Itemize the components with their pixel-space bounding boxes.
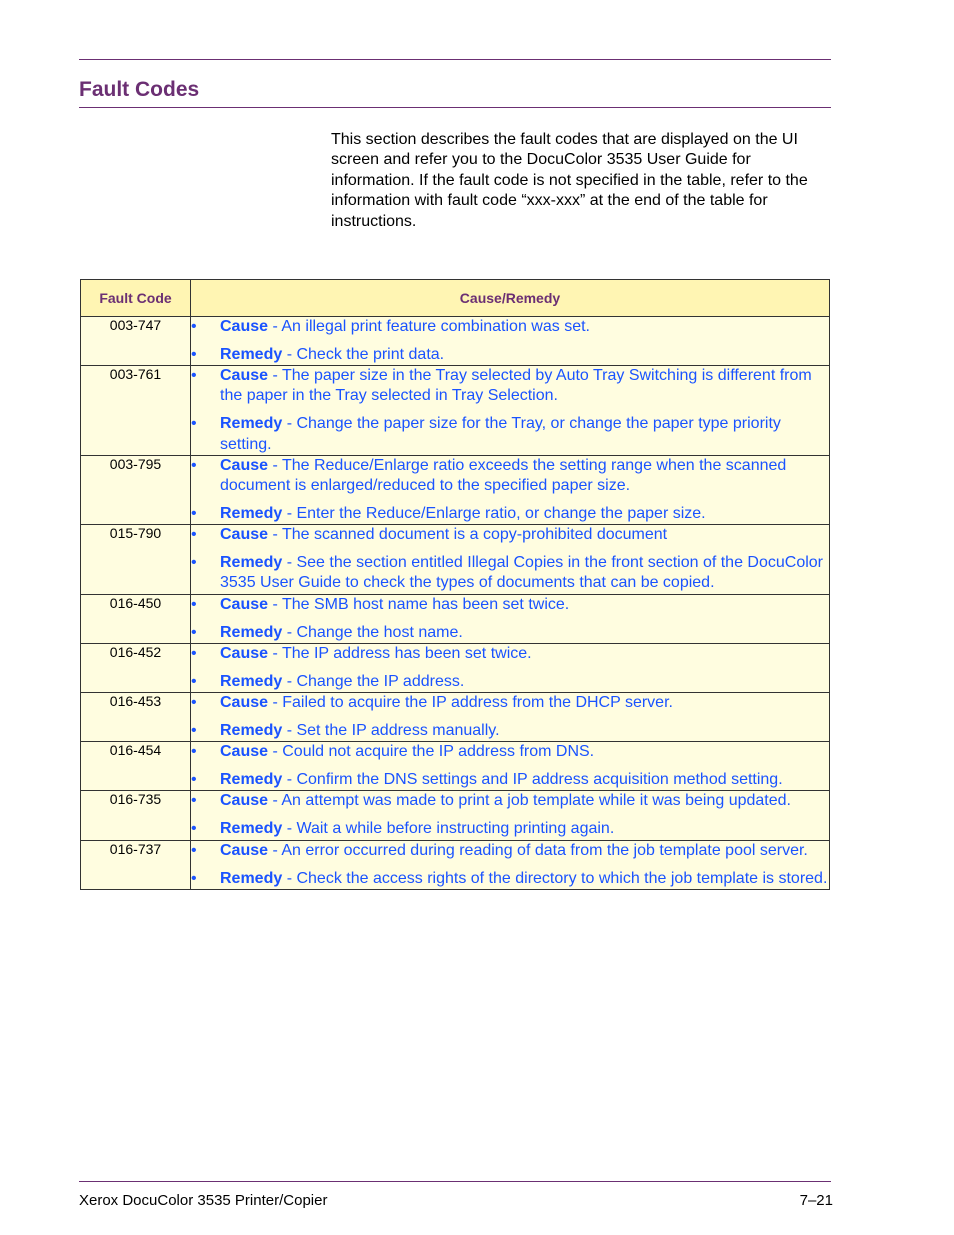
remedy-text: - Change the host name. [282, 623, 463, 641]
top-rule [79, 59, 831, 60]
remedy-item [191, 721, 829, 741]
cause-text: - An attempt was made to print a job template while it was being updated. [268, 792, 791, 810]
remedy-label: Remedy [220, 869, 283, 887]
bullet-icon: • [191, 869, 197, 887]
cause-item [191, 742, 829, 762]
cause-text: - The IP address has been set twice. [268, 644, 532, 662]
remedy-item [191, 623, 829, 643]
cause-label: Cause [220, 694, 269, 712]
table-row [81, 525, 830, 594]
fault-code-header: Fault Code [81, 280, 191, 317]
fault-code-cell: 016-454 [81, 742, 191, 791]
cause-remedy-cell [191, 742, 830, 791]
cause-item [191, 366, 829, 406]
cause-label: Cause [220, 841, 269, 859]
bullet-icon: • [191, 318, 197, 335]
cause-remedy-cell [191, 525, 830, 594]
remedy-item [191, 504, 829, 524]
cause-label: Cause [220, 456, 269, 474]
bullet-icon: • [191, 841, 197, 859]
bullet-icon: • [191, 346, 197, 363]
remedy-item [191, 672, 829, 692]
cause-remedy-cell [191, 455, 830, 524]
fault-code-cell: 016-453 [81, 693, 191, 742]
cause-remedy-cell [191, 317, 830, 366]
table-body [81, 317, 830, 890]
remedy-label: Remedy [220, 672, 283, 690]
remedy-text: - Change the paper size for the Tray, or change the paper type priority setting. [220, 415, 781, 453]
fault-code-cell: 003-747 [81, 317, 191, 366]
remedy-text: - Confirm the DNS settings and IP address acquisition method setting. [282, 771, 783, 789]
cause-item [191, 456, 829, 496]
fault-code-cell: 003-761 [81, 366, 191, 456]
remedy-label: Remedy [220, 771, 283, 789]
table-row [81, 742, 830, 791]
remedy-label: Remedy [220, 505, 283, 523]
remedy-text: - Change the IP address. [282, 672, 465, 690]
title-rule [79, 107, 831, 108]
table-row [81, 643, 830, 692]
fault-code-cell: 003-795 [81, 455, 191, 524]
bullet-icon: • [191, 554, 197, 572]
section-title: Fault Codes [79, 78, 200, 101]
footer-page-number: 7–21 [799, 1192, 833, 1209]
bullet-icon: • [191, 623, 197, 641]
bullet-icon: • [191, 820, 197, 838]
bullet-icon: • [191, 415, 197, 433]
bullet-icon: • [191, 367, 197, 385]
bullet-icon: • [191, 456, 197, 474]
remedy-label: Remedy [220, 623, 283, 641]
table-row [81, 366, 830, 456]
cause-remedy-cell [191, 693, 830, 742]
fault-code-cell: 016-737 [81, 840, 191, 889]
remedy-text: - Check the print data. [282, 346, 445, 363]
remedy-item [191, 819, 829, 839]
fault-code-cell: 015-790 [81, 525, 191, 594]
fault-code-cell: 016-450 [81, 594, 191, 643]
bullet-icon: • [191, 722, 197, 740]
remedy-item [191, 553, 829, 593]
footer-rule [79, 1181, 831, 1182]
cause-item [191, 693, 829, 713]
cause-item [191, 525, 829, 545]
remedy-label: Remedy [220, 820, 283, 838]
remedy-text: - Enter the Reduce/Enlarge ratio, or change the paper size. [282, 505, 706, 523]
cause-text: - Could not acquire the IP address from DNS. [268, 743, 595, 761]
cause-label: Cause [220, 367, 269, 385]
cause-label: Cause [220, 318, 269, 335]
cause-label: Cause [220, 644, 269, 662]
footer-product-name: Xerox DocuColor 3535 Printer/Copier [79, 1192, 328, 1209]
cause-item [191, 644, 829, 664]
remedy-text: - Set the IP address manually. [282, 722, 500, 740]
cause-text: - An illegal print feature combination was set. [268, 318, 590, 335]
remedy-label: Remedy [220, 554, 283, 572]
table-row [81, 594, 830, 643]
intro-paragraph: This section describes the fault codes that are displayed on the UI screen and refer you to the DocuColor 3535 User Guide for information. If the fault code is not specified in the table, refer to the information with fault code “xxx-xxx” at the end of the table for instructions. [331, 131, 808, 230]
cause-item [191, 841, 829, 861]
cause-remedy-cell [191, 594, 830, 643]
cause-remedy-header: Cause/Remedy [191, 280, 830, 317]
remedy-label: Remedy [220, 722, 283, 740]
remedy-text: - Check the access rights of the directory to which the job template is stored. [282, 869, 828, 887]
table-row [81, 840, 830, 889]
bullet-icon: • [191, 743, 197, 761]
cause-text: - Failed to acquire the IP address from the DHCP server. [268, 694, 673, 712]
cause-text: - The Reduce/Enlarge ratio exceeds the setting range when the scanned document is enlarged/reduced to the specified paper size. [220, 456, 787, 495]
remedy-text: - Wait a while before instructing printing again. [282, 820, 615, 838]
cause-remedy-cell [191, 791, 830, 840]
cause-text: - The paper size in the Tray selected by Auto Tray Switching is different from the paper in the Tray selected in Tray Selection. [220, 367, 812, 405]
table-header-row [81, 280, 830, 317]
bullet-icon: • [191, 595, 197, 613]
cause-remedy-cell [191, 366, 830, 456]
fault-code-cell: 016-452 [81, 643, 191, 692]
bullet-icon: • [191, 526, 197, 544]
cause-text: - The scanned document is a copy-prohibited document [268, 526, 668, 544]
remedy-item [191, 345, 829, 365]
cause-label: Cause [220, 526, 269, 544]
remedy-text: - See the section entitled Illegal Copies in the front section of the DocuColor 3535 User Guide to check the types of documents that can be copied. [220, 554, 823, 592]
remedy-item [191, 414, 829, 454]
table-row [81, 317, 830, 366]
remedy-label: Remedy [220, 346, 283, 363]
cause-item [191, 791, 829, 811]
bullet-icon: • [191, 792, 197, 810]
cause-text: - An error occurred during reading of data from the job template pool server. [268, 841, 808, 859]
table-row [81, 455, 830, 524]
bullet-icon: • [191, 644, 197, 662]
fault-codes-table [80, 279, 830, 890]
cause-item [191, 595, 829, 615]
bullet-icon: • [191, 694, 197, 712]
cause-remedy-cell [191, 643, 830, 692]
bullet-icon: • [191, 672, 197, 690]
remedy-label: Remedy [220, 415, 283, 433]
cause-item [191, 317, 829, 337]
table-row [81, 693, 830, 742]
remedy-item [191, 869, 829, 889]
table-row [81, 791, 830, 840]
cause-label: Cause [220, 595, 269, 613]
cause-text: - The SMB host name has been set twice. [268, 595, 570, 613]
cause-label: Cause [220, 743, 269, 761]
cause-label: Cause [220, 792, 269, 810]
cause-remedy-cell [191, 840, 830, 889]
remedy-item [191, 770, 829, 790]
fault-code-cell: 016-735 [81, 791, 191, 840]
bullet-icon: • [191, 771, 197, 789]
bullet-icon: • [191, 505, 197, 523]
